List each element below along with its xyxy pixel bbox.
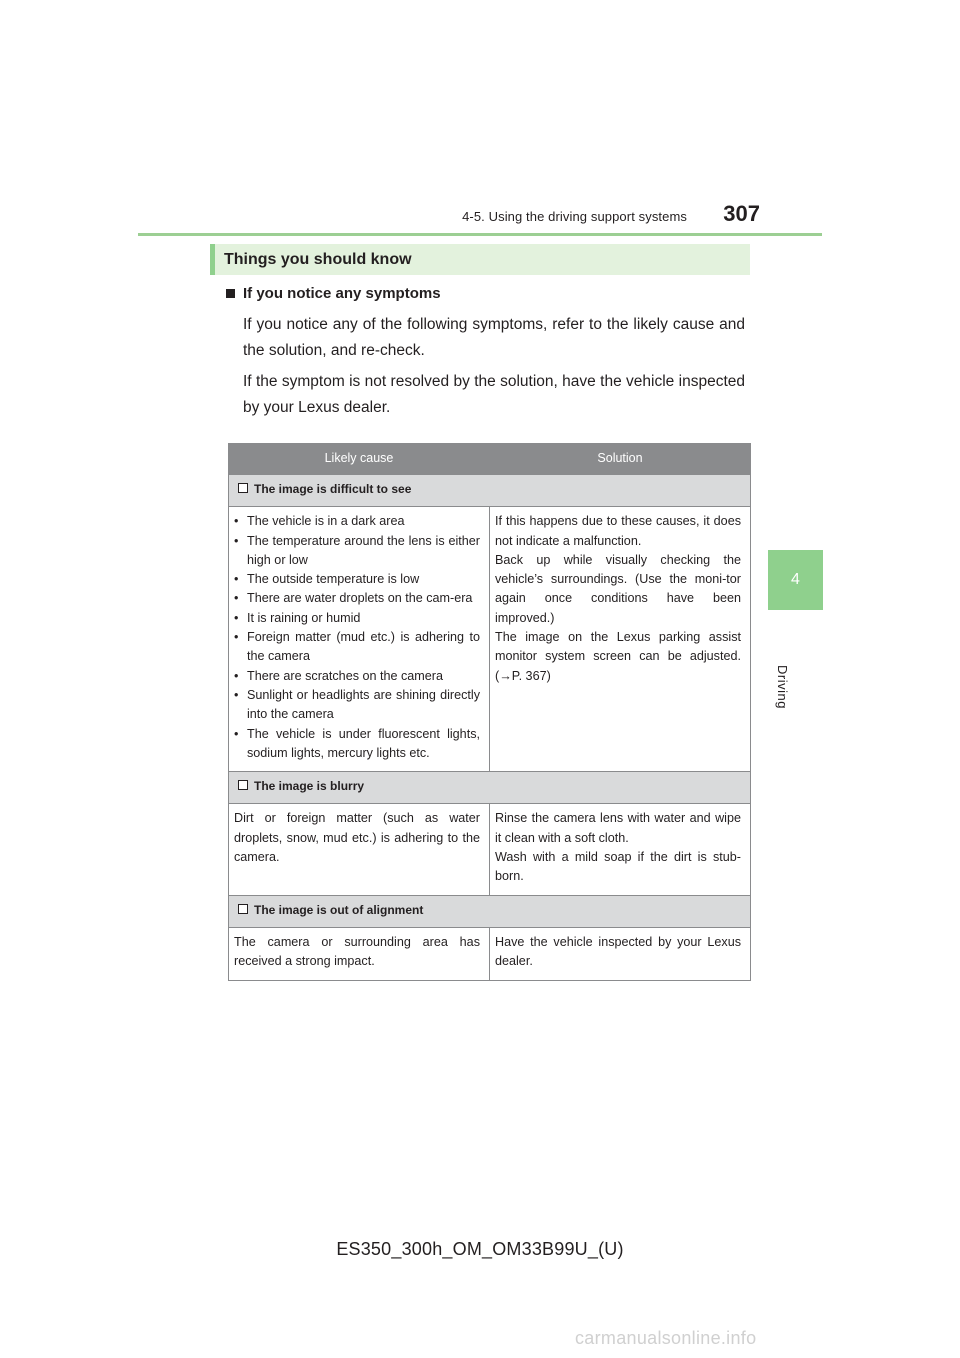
cause-cell: [229, 507, 490, 772]
info-box-header: [210, 244, 750, 275]
solution-text: Have the vehicle inspected by your Lexus dealer.: [495, 934, 741, 969]
table-row: [229, 927, 751, 980]
category-row: [229, 475, 751, 507]
cause-text: Dirt or foreign matter (such as water droplets, snow, mud etc.) is adhering to the camera.: [234, 811, 480, 865]
cause-cell: [229, 927, 490, 980]
troubleshooting-table: [228, 443, 751, 981]
info-box-title: Things you should know: [224, 250, 412, 268]
chapter-tab[interactable]: [768, 550, 823, 610]
category-label: The image is out of alignment: [254, 902, 424, 917]
page-number: 307: [723, 201, 760, 226]
intro-paragraph: If you notice any of the following symptoms, refer to the likely cause and the solution, and re-check.: [243, 316, 745, 359]
category-label: The image is difficult to see: [254, 482, 412, 496]
category-label: The image is blurry: [254, 779, 365, 794]
list-item: • The outside temperature is low: [234, 570, 480, 589]
solution-text: If this happens due to these causes, it does not indicate a malfunction.: [495, 514, 741, 548]
header-section-title: 4-5. Using the driving support systems: [462, 209, 687, 224]
checkbox-icon: [238, 904, 248, 914]
table-row: [229, 507, 751, 772]
followup-paragraph: If the symptom is not resolved by the solution, have the vehicle inspected by your Lexus dealer.: [243, 373, 745, 416]
checkbox-icon: [238, 483, 248, 493]
column-header-solution: Solution: [490, 444, 751, 475]
list-item: • The vehicle is under fluorescent lights, sodium lights, mercury lights etc.: [234, 725, 480, 764]
category-row: [229, 895, 751, 927]
list-item: • Foreign matter (mud etc.) is adhering to the camera: [234, 628, 480, 667]
solution-cell: [490, 927, 751, 980]
checkbox-icon: [238, 780, 248, 790]
table-header-row: [229, 444, 751, 475]
solution-text: The image on the Lexus parking assist monitor system screen can be adjusted. (→P. 367): [495, 630, 741, 683]
solution-text: Back up while visually checking the vehicle’s surroundings. (Use the moni-tor again once conditions have been improved.): [495, 552, 741, 625]
category-row: [229, 772, 751, 804]
cause-cell: [229, 804, 490, 895]
list-item: • The temperature around the lens is either high or low: [234, 532, 480, 571]
document-code: ES350_300h_OM_OM33B99U_(U): [336, 1239, 624, 1259]
chapter-label: Driving: [775, 665, 790, 709]
table-row: [229, 804, 751, 895]
watermark: carmanualsonline.info: [575, 1328, 757, 1348]
cause-text: The camera or surrounding area has received a strong impact.: [234, 934, 480, 969]
list-item: • There are scratches on the camera: [234, 667, 480, 686]
square-bullet-icon: [226, 289, 235, 298]
section-heading: [226, 285, 441, 302]
column-header-cause: Likely cause: [229, 444, 490, 475]
category-cell: [229, 772, 751, 804]
category-cell: [229, 895, 751, 927]
list-item: • It is raining or humid: [234, 609, 480, 628]
solution-text: Wash with a mild soap if the dirt is stub-born.: [495, 850, 741, 884]
section-heading-text: If you notice any symptoms: [243, 285, 441, 302]
chapter-number: 4: [791, 571, 800, 588]
list-item: • There are water droplets on the cam-era: [234, 589, 480, 608]
solution-cell: [490, 804, 751, 895]
solution-text: Rinse the camera lens with water and wipe it clean with a soft cloth.: [495, 811, 741, 845]
list-item: • Sunlight or headlights are shining directly into the camera: [234, 686, 480, 725]
list-item: • The vehicle is in a dark area: [234, 512, 480, 531]
category-cell: [229, 475, 751, 507]
header-rule: [138, 233, 822, 236]
cause-list: [234, 512, 480, 763]
solution-cell: [490, 507, 751, 772]
